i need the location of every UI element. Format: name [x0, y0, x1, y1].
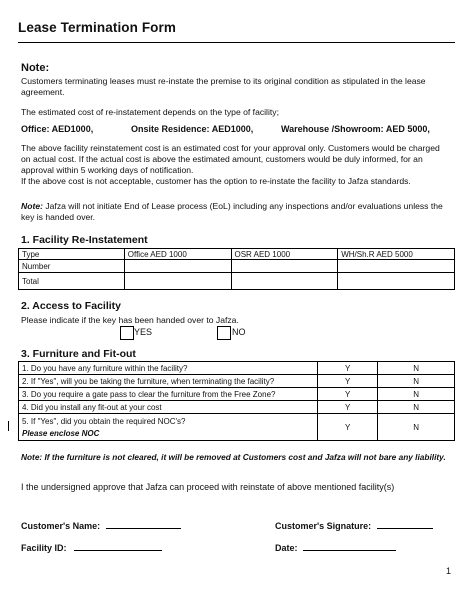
date-label: Date: — [275, 543, 298, 553]
facility-cell-wh-total[interactable] — [338, 273, 455, 290]
approval-text: I the undersigned approve that Jafza can proceed with reinstate of above mentioned facility(s) — [21, 482, 395, 492]
furniture-question-5-text: 5. If "Yes", did you obtain the required NOC's? — [22, 416, 186, 426]
furniture-table — [18, 361, 455, 441]
margin-marker — [8, 421, 9, 431]
facility-cell-osr-number[interactable] — [231, 260, 338, 273]
facility-id-line[interactable] — [74, 550, 162, 551]
cost-intro-text: The estimated cost of re-instatement depends on the type of facility; — [21, 107, 279, 117]
facility-header-wh: WH/Sh.R AED 5000 — [338, 249, 455, 260]
date-line[interactable] — [303, 550, 396, 551]
furniture-footnote: Note: If the furniture is not cleared, it will be removed at Customers cost and Jafza will not bare any liability. — [21, 452, 446, 462]
form-title: Lease Termination Form — [18, 20, 176, 35]
key-note-label: Note: — [21, 201, 43, 211]
cost-onsite: Onsite Residence: AED1000, — [131, 124, 254, 134]
no-checkbox[interactable] — [217, 326, 231, 340]
facility-cell-office-total[interactable] — [124, 273, 231, 290]
furniture-answer-yes[interactable]: Y — [318, 414, 378, 441]
furniture-answer-yes[interactable]: Y — [318, 375, 378, 388]
facility-row-number: Number — [19, 260, 125, 273]
facility-id-label: Facility ID: — [21, 543, 67, 553]
facility-row-total: Total — [19, 273, 125, 290]
section-3-heading: 3. Furniture and Fit-out — [21, 348, 136, 360]
estimate-text-2: If the above cost is not acceptable, customer has the option to re-instate the facility to Jafza standards. — [21, 176, 411, 186]
facility-header-type: Type — [19, 249, 125, 260]
furniture-answer-no[interactable]: N — [378, 401, 455, 414]
customer-name-line[interactable] — [106, 528, 181, 529]
furniture-answer-no[interactable]: N — [378, 388, 455, 401]
section-2-heading: 2. Access to Facility — [21, 300, 121, 312]
furniture-question-1: 1. Do you have any furniture within the facility? — [19, 362, 318, 375]
enclose-noc-text: Please enclose NOC — [22, 428, 100, 438]
facility-header-office: Office AED 1000 — [124, 249, 231, 260]
intro-text: Customers terminating leases must re-instate the premise to its original condition as stipulated in the lease agreement. — [21, 76, 426, 97]
furniture-answer-no[interactable]: N — [378, 375, 455, 388]
no-label: NO — [232, 327, 246, 337]
page-number: 1 — [446, 566, 452, 576]
facility-cell-wh-number[interactable] — [338, 260, 455, 273]
note-heading: Note: — [21, 62, 50, 74]
customer-name-label: Customer's Name: — [21, 521, 101, 531]
facility-table — [18, 248, 455, 290]
furniture-answer-yes[interactable]: Y — [318, 388, 378, 401]
furniture-answer-no[interactable]: N — [378, 362, 455, 375]
key-note — [21, 201, 451, 223]
estimate-text: The above facility reinstatement cost is an estimated cost for your approval only. Customers would be charged on actual cost. If the actual cost is above the estimated amount, customers would be duly informed, for an approval within 5 working days of notification. — [21, 143, 440, 175]
cost-warehouse: Warehouse /Showroom: AED 5000, — [281, 124, 430, 134]
customer-signature-line[interactable] — [377, 528, 433, 529]
furniture-question-4: 4. Did you install any fit-out at your cost — [19, 401, 318, 414]
furniture-question-3: 3. Do you require a gate pass to clear the furniture from the Free Zone? — [19, 388, 318, 401]
furniture-question-2: 2. If "Yes", will you be taking the furniture, when terminating the facility? — [19, 375, 318, 388]
section-1-heading: 1. Facility Re-Instatement — [21, 234, 148, 246]
facility-cell-office-number[interactable] — [124, 260, 231, 273]
furniture-answer-no[interactable]: N — [378, 414, 455, 441]
facility-cell-osr-total[interactable] — [231, 273, 338, 290]
facility-header-osr: OSR AED 1000 — [231, 249, 338, 260]
yes-checkbox[interactable] — [120, 326, 134, 340]
key-note-text: Jafza will not initiate End of Lease process (EoL) including any inspections and/or evaluations unless the key is handed over. — [21, 201, 443, 222]
customer-signature-label: Customer's Signature: — [275, 521, 372, 531]
title-divider — [18, 42, 455, 43]
furniture-question-5 — [19, 414, 318, 441]
key-prompt: Please indicate if the key has been handed over to Jafza. — [21, 315, 239, 325]
yes-label: YES — [134, 327, 153, 337]
cost-office: Office: AED1000, — [21, 124, 94, 134]
furniture-answer-yes[interactable]: Y — [318, 401, 378, 414]
furniture-answer-yes[interactable]: Y — [318, 362, 378, 375]
